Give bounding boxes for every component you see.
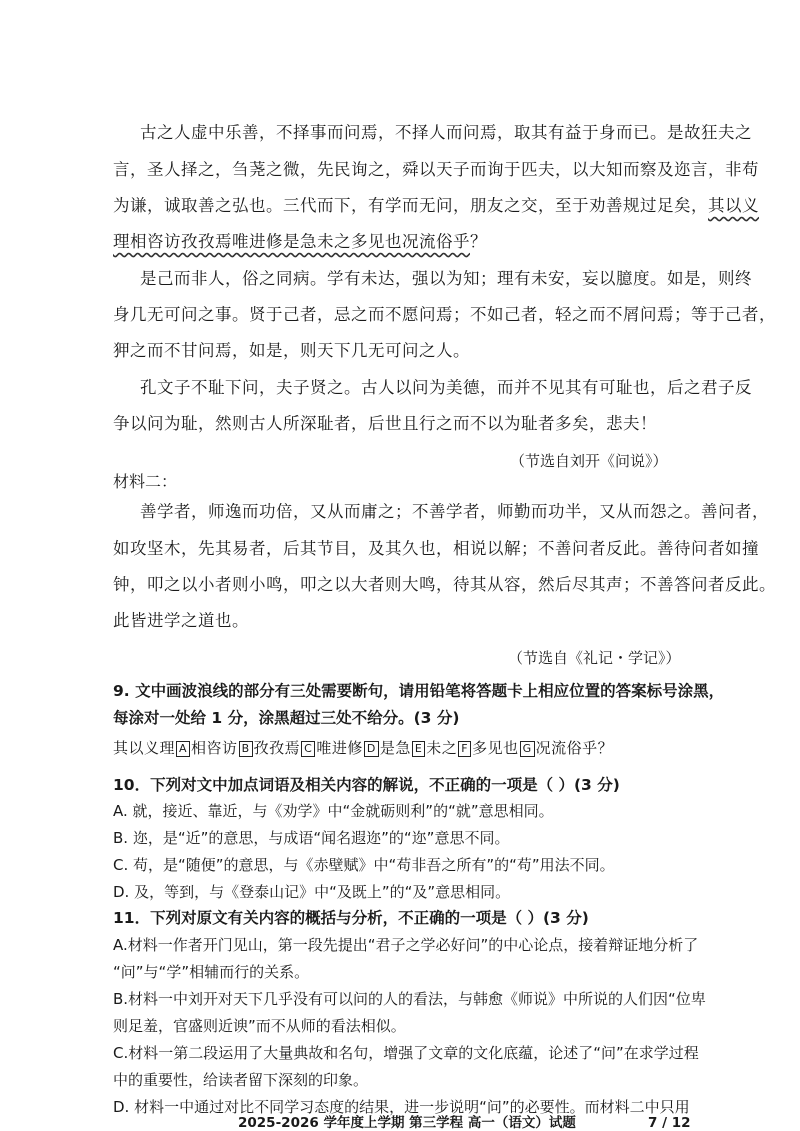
passage2-line-4: 此皆进学之道也。 <box>113 611 249 630</box>
passage1-line-4-tail: ？ <box>470 232 487 251</box>
q11-stem: 11．下列对原文有关内容的概括与分析，不正确的一项是（ ）(3 分) <box>113 909 589 927</box>
wavy-underlined-text-a: 其以义 <box>708 196 759 215</box>
passage2-source: （节选自《礼记・学记》） <box>508 649 681 667</box>
q9-mark-d[interactable]: D <box>364 741 379 757</box>
passage1-line-4 <box>113 232 487 252</box>
q11-option-b-line-2[interactable]: 则足羞，官盛则近谀”而不从师的看法相似。 <box>113 1017 406 1035</box>
q10-option-c[interactable]: C. 苟，是“随便”的意思，与《赤壁赋》中“苟非吾之所有”的“苟”用法不同。 <box>113 856 615 874</box>
q9-stem-line-1: 9. 文中画波浪线的部分有三处需要断句，请用铅笔将答题卡上相应位置的答案标号涂黑， <box>113 682 725 700</box>
q9-mark-b[interactable]: B <box>239 741 253 757</box>
passage1-p3-line-1: 孔文子不耻下问，夫子贤之。古人以问为美德，而并不见其有可耻也，后之君子反 <box>140 378 752 397</box>
q9-mark-g[interactable]: G <box>520 741 535 757</box>
q11-option-d-line-1[interactable]: D. 材料一中通过对比不同学习态度的结果，进一步说明“问”的必要性。而材料二中只用 <box>113 1098 690 1116</box>
q10-option-b[interactable]: B. 迩，是“近”的意思，与成语“闻名遐迩”的“迩”意思不同。 <box>113 829 510 847</box>
q11-option-c-line-2[interactable]: 中的重要性，给读者留下深刻的印象。 <box>113 1071 369 1089</box>
passage1-p2-line-2: 身几无可问之事。贤于己者，忌之而不愿问焉；不如己者，轻之而不屑问焉；等于己者， <box>113 305 776 324</box>
q9-segment: 孜孜焉 <box>253 739 301 757</box>
q9-segment: 况流俗乎？ <box>535 739 614 757</box>
q9-mark-a[interactable]: A <box>176 741 190 757</box>
q10-option-a[interactable]: A. 就，接近、靠近，与《劝学》中“金就砺则利”的“就”意思相同。 <box>113 802 554 820</box>
passage1-p2-line-3: 狎之而不甘问焉，如是，则天下几无可问之人。 <box>113 341 470 360</box>
footer-title: 2025-2026 学年度上学期 第三学程 高一（语文）试题 <box>238 1115 576 1131</box>
q9-segment: 相咨访 <box>191 739 238 757</box>
passage1-line-3-text: 为谦，诚取善之弘也。三代而下，有学而无问，朋友之交，至于劝善规过足矣， <box>113 196 708 215</box>
q11-option-b-line-1[interactable]: B.材料一中刘开对天下几乎没有可以问的人的看法，与韩愈《师说》中所说的人们因“位卑 <box>113 990 706 1008</box>
passage2-line-1: 善学者，师逸而功倍，又从而庸之；不善学者，师勤而功半，又从而怨之。善问者， <box>140 502 769 521</box>
q9-segment: 唯进修 <box>316 739 363 757</box>
q9-segment: 是急 <box>379 739 411 757</box>
q9-mark-c[interactable]: C <box>301 741 315 757</box>
passage1-line-3 <box>113 196 759 216</box>
q11-option-a-line-1[interactable]: A.材料一作者开门见山，第一段先提出“君子之学必好问”的中心论点，接着辩证地分析了 <box>113 936 699 954</box>
q10-option-d[interactable]: D. 及，等到，与《登泰山记》中“及既上”的“及”意思相同。 <box>113 883 511 901</box>
q9-segment: 未之 <box>426 739 458 757</box>
passage1-line-1: 古之人虚中乐善，不择事而问焉，不择人而问焉，取其有益于身而已。是故狂夫之 <box>140 123 752 142</box>
page-number: 7 / 12 <box>648 1115 691 1131</box>
q9-segment: 其以义理 <box>113 739 176 757</box>
passage1-line-2: 言，圣人择之，刍荛之微，先民询之，舜以天子而询于匹夫，以大知而察及迩言，非苟 <box>113 160 759 179</box>
passage2-line-2: 如攻坚木，先其易者，后其节目，及其久也，相说以解；不善问者反此。善待问者如撞 <box>113 539 759 558</box>
q9-mark-f[interactable]: F <box>458 741 471 757</box>
passage1-p2-line-1: 是己而非人，俗之同病。学有未达，强以为知；理有未安，妄以臆度。如是，则终 <box>140 269 752 288</box>
passage2-line-3: 钟，叩之以小者则小鸣，叩之以大者则大鸣，待其从容，然后尽其声；不善答问者反此。 <box>113 575 776 594</box>
q9-segment: 多见也 <box>472 739 519 757</box>
q9-stem-line-2: 每涂对一处给 1 分，涂黑超过三处不给分。(3 分) <box>113 709 460 727</box>
passage1-p3-line-2: 争以问为耻，然则古人所深耻者，后世且行之而不以为耻者多矣，悲夫！ <box>113 414 657 433</box>
q9-answer-row <box>113 738 613 758</box>
q10-stem: 10．下列对文中加点词语及相关内容的解说，不正确的一项是（ ）(3 分) <box>113 776 620 794</box>
q9-mark-e[interactable]: E <box>412 741 425 757</box>
q11-option-a-line-2[interactable]: “问”与“学”相辅而行的关系。 <box>113 963 310 981</box>
passage1-source: （节选自刘开《问说》） <box>510 452 668 470</box>
passage2-heading: 材料二： <box>113 472 178 491</box>
q11-option-c-line-1[interactable]: C.材料一第二段运用了大量典故和名句，增强了文章的文化底蕴，论述了“问”在求学过程 <box>113 1044 699 1062</box>
wavy-underlined-text-b: 理相咨访孜孜焉唯进修是急未之多见也况流俗乎 <box>113 232 470 251</box>
